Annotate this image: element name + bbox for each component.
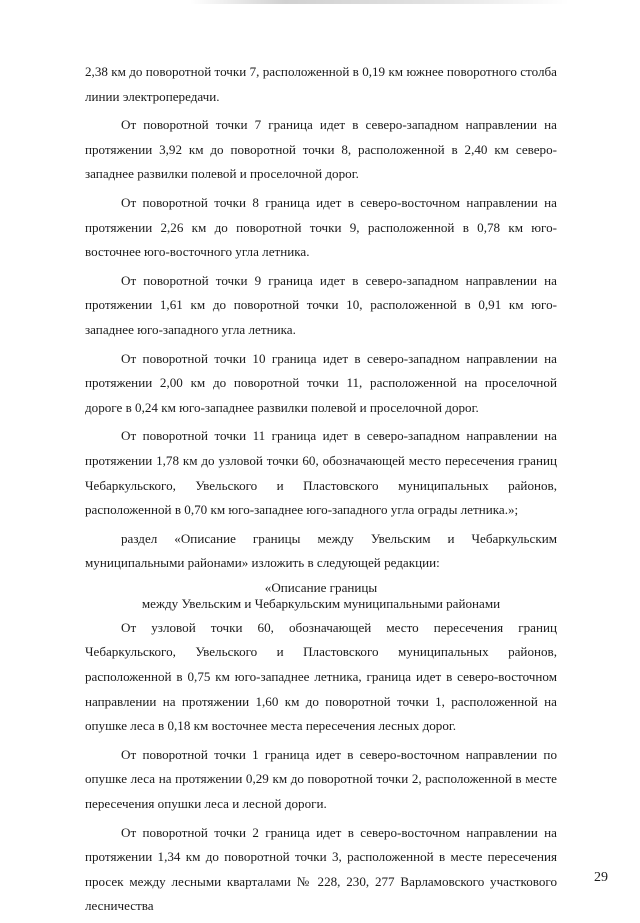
page-number: 29	[594, 870, 608, 885]
paragraph-point-11: От поворотной точки 11 граница идет в северо-западном направлении на протяжении 1,78 км до узловой точки 60, обозначающей место пересечения границ Чебаркульского, Увельского и Пластовского муниципальных районов, расположенной в 0,70 км юго-западнее юго-западного угла ограды летника.»;	[85, 428, 557, 518]
paragraph-point-1: От поворотной точки 1 граница идет в северо-восточном направлении по опушке леса на протяжении 0,29 км до поворотной точки 2, расположенной в месте пересечения опушки леса и лесной дороги.	[85, 746, 557, 812]
paragraph-section-amendment: раздел «Описание границы между Увельским и Чебаркульским муниципальными районами» изложить в следующей редакции:	[85, 530, 557, 571]
document-body	[85, 60, 557, 923]
section-heading-line-1: «Описание границы	[264, 579, 378, 595]
paragraph-point-2: От поворотной точки 2 граница идет в северо-восточном направлении на протяжении 1,34 км до поворотной точки 3, расположенной в месте пересечения просек между лесными кварталами № 228, 230, 277 Варламовского участкового лесничества	[85, 824, 557, 914]
section-heading-line-2: между Увельским и Чебаркульским муниципальными районами	[141, 595, 501, 611]
paragraph-point-8: От поворотной точки 8 граница идет в северо-восточном направлении на протяжении 2,26 км до поворотной точки 9, расположенной в 0,78 км юго-восточнее юго-восточного угла летника.	[85, 194, 557, 260]
paragraph-point-7: От поворотной точки 7 граница идет в северо-западном направлении на протяжении 3,92 км до поворотной точки 8, расположенной в 2,40 км северо-западнее развилки полевой и проселочной дорог.	[85, 117, 557, 182]
paragraph-continuation: 2,38 км до поворотной точки 7, расположенной в 0,19 км южнее поворотного столба линии электропередачи.	[85, 64, 557, 104]
section-heading	[85, 580, 557, 612]
paragraph-point-10: От поворотной точки 10 граница идет в северо-западном направлении на протяжении 2,00 км до поворотной точки 11, расположенной на проселочной дороге в 0,24 км юго-западнее развилки полевой и проселочной дорог.	[85, 350, 557, 415]
paragraph-point-9: От поворотной точки 9 граница идет в северо-западном направлении на протяжении 1,61 км до поворотной точки 10, расположенной в 0,91 км юго-западнее юго-западного угла летника.	[85, 272, 557, 337]
scan-edge-mark	[190, 0, 570, 4]
paragraph-node-60: От узловой точки 60, обозначающей место пересечения границ Чебаркульского, Увельского и Пластовского муниципальных районов, расположенной в 0,75 км юго-западнее летника, граница идет в северо-восточном направлении на протяжении 1,60 км до поворотной точки 1, расположенной на опушке леса в 0,18 км восточнее места пересечения лесных дорог.	[85, 619, 557, 734]
